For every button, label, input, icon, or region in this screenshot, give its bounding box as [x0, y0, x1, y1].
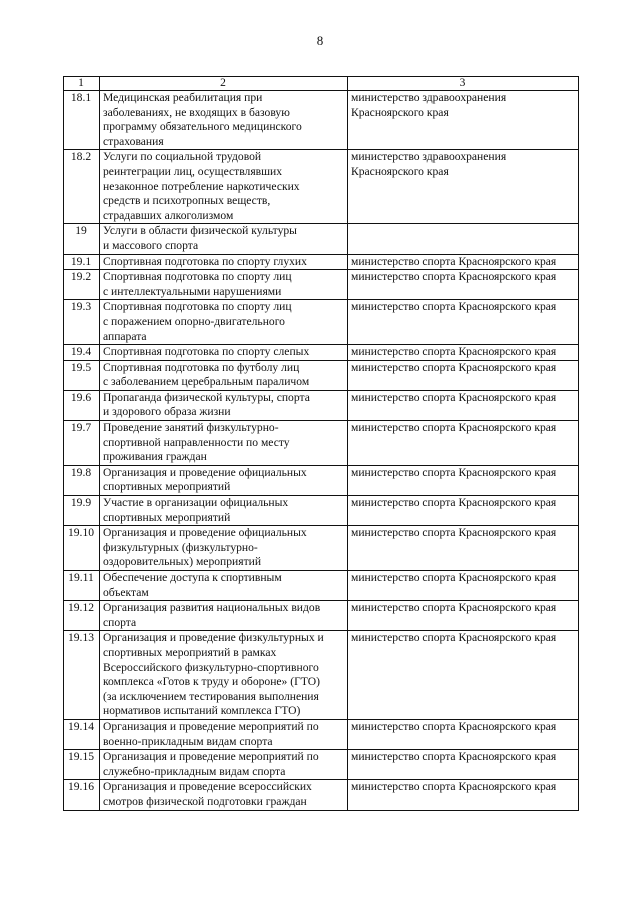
- header-col-2: 2: [100, 77, 348, 91]
- table-row: [64, 719, 579, 749]
- header-col-3: 3: [348, 77, 579, 91]
- services-table: [63, 76, 579, 811]
- row-authority: министерство спорта Красноярского края: [348, 750, 579, 780]
- row-authority: министерство спорта Красноярского края: [348, 300, 579, 345]
- row-service: Участие в организации официальных спортивных мероприятий: [100, 496, 348, 526]
- table-row: [64, 150, 579, 224]
- row-authority: министерство спорта Красноярского края: [348, 780, 579, 810]
- row-service: Спортивная подготовка по футболу лиц с заболеванием церебральным параличом: [100, 360, 348, 390]
- row-number: 19.2: [64, 270, 100, 300]
- row-number: 19.4: [64, 345, 100, 361]
- row-authority: министерство здравоохранения Красноярского края: [348, 150, 579, 224]
- row-service: Услуги по социальной трудовой реинтеграции лиц, осуществлявших незаконное потребление наркотических средств и психотропных веществ, страдавших алкоголизмом: [100, 150, 348, 224]
- table-row: [64, 750, 579, 780]
- row-authority: министерство спорта Красноярского края: [348, 345, 579, 361]
- row-service: Организация и проведение официальных спортивных мероприятий: [100, 465, 348, 495]
- table-row: [64, 526, 579, 571]
- row-number: 19.13: [64, 631, 100, 720]
- row-number: 19.16: [64, 780, 100, 810]
- row-authority: министерство спорта Красноярского края: [348, 390, 579, 420]
- row-authority: министерство спорта Красноярского края: [348, 270, 579, 300]
- table-row: [64, 601, 579, 631]
- row-authority: министерство спорта Красноярского края: [348, 254, 579, 270]
- row-service: Спортивная подготовка по спорту глухих: [100, 254, 348, 270]
- row-number: 19.12: [64, 601, 100, 631]
- row-number: 18.1: [64, 91, 100, 150]
- row-number: 19.6: [64, 390, 100, 420]
- row-authority: министерство спорта Красноярского края: [348, 360, 579, 390]
- table-row: [64, 345, 579, 361]
- row-service: Организация развития национальных видов спорта: [100, 601, 348, 631]
- row-number: 19.15: [64, 750, 100, 780]
- table-row: [64, 465, 579, 495]
- table-row: [64, 780, 579, 810]
- header-col-1: 1: [64, 77, 100, 91]
- page-number: 8: [316, 33, 324, 48]
- table-row: [64, 631, 579, 720]
- row-service: Спортивная подготовка по спорту лиц с поражением опорно-двигательного аппарата: [100, 300, 348, 345]
- row-number: 19.10: [64, 526, 100, 571]
- table-row: [64, 390, 579, 420]
- row-number: 19.1: [64, 254, 100, 270]
- row-service: Организация и проведение официальных физкультурных (физкультурно- оздоровительных) мероприятий: [100, 526, 348, 571]
- row-authority: министерство спорта Красноярского края: [348, 631, 579, 720]
- row-number: 19.11: [64, 571, 100, 601]
- row-service: Обеспечение доступа к спортивным объектам: [100, 571, 348, 601]
- table-row: [64, 421, 579, 466]
- row-authority: министерство здравоохранения Красноярского края: [348, 91, 579, 150]
- table-header-row: [64, 77, 579, 91]
- table-row: [64, 270, 579, 300]
- row-service: Организация и проведение всероссийских смотров физической подготовки граждан: [100, 780, 348, 810]
- row-authority: министерство спорта Красноярского края: [348, 526, 579, 571]
- row-number: 19.5: [64, 360, 100, 390]
- row-service: Медицинская реабилитация при заболеваниях, не входящих в базовую программу обязательного медицинского страхования: [100, 91, 348, 150]
- row-service: Организация и проведение мероприятий по военно-прикладным видам спорта: [100, 719, 348, 749]
- table-row: [64, 300, 579, 345]
- row-authority: министерство спорта Красноярского края: [348, 719, 579, 749]
- row-service: Проведение занятий физкультурно- спортивной направленности по месту проживания граждан: [100, 421, 348, 466]
- table-row: [64, 224, 579, 254]
- row-number: 19.9: [64, 496, 100, 526]
- row-service: Услуги в области физической культуры и массового спорта: [100, 224, 348, 254]
- row-number: 19: [64, 224, 100, 254]
- table-row: [64, 571, 579, 601]
- row-service: Спортивная подготовка по спорту лиц с интеллектуальными нарушениями: [100, 270, 348, 300]
- row-authority: [348, 224, 579, 254]
- row-service: Спортивная подготовка по спорту слепых: [100, 345, 348, 361]
- row-number: 19.3: [64, 300, 100, 345]
- row-number: 18.2: [64, 150, 100, 224]
- row-number: 19.8: [64, 465, 100, 495]
- table-row: [64, 91, 579, 150]
- row-authority: министерство спорта Красноярского края: [348, 421, 579, 466]
- table-row: [64, 360, 579, 390]
- row-authority: министерство спорта Красноярского края: [348, 571, 579, 601]
- table-body: [64, 77, 579, 811]
- table-row: [64, 496, 579, 526]
- row-service: Организация и проведение физкультурных и спортивных мероприятий в рамках Всероссийского физкультурно-спортивного комплекса «Готов к труду и обороне» (ГТО) (за исключением тестирования выполнения нормативов испытаний комплекса ГТО): [100, 631, 348, 720]
- row-service: Пропаганда физической культуры, спорта и здорового образа жизни: [100, 390, 348, 420]
- row-number: 19.7: [64, 421, 100, 466]
- row-authority: министерство спорта Красноярского края: [348, 465, 579, 495]
- row-number: 19.14: [64, 719, 100, 749]
- row-authority: министерство спорта Красноярского края: [348, 601, 579, 631]
- row-service: Организация и проведение мероприятий по служебно-прикладным видам спорта: [100, 750, 348, 780]
- table-row: [64, 254, 579, 270]
- row-authority: министерство спорта Красноярского края: [348, 496, 579, 526]
